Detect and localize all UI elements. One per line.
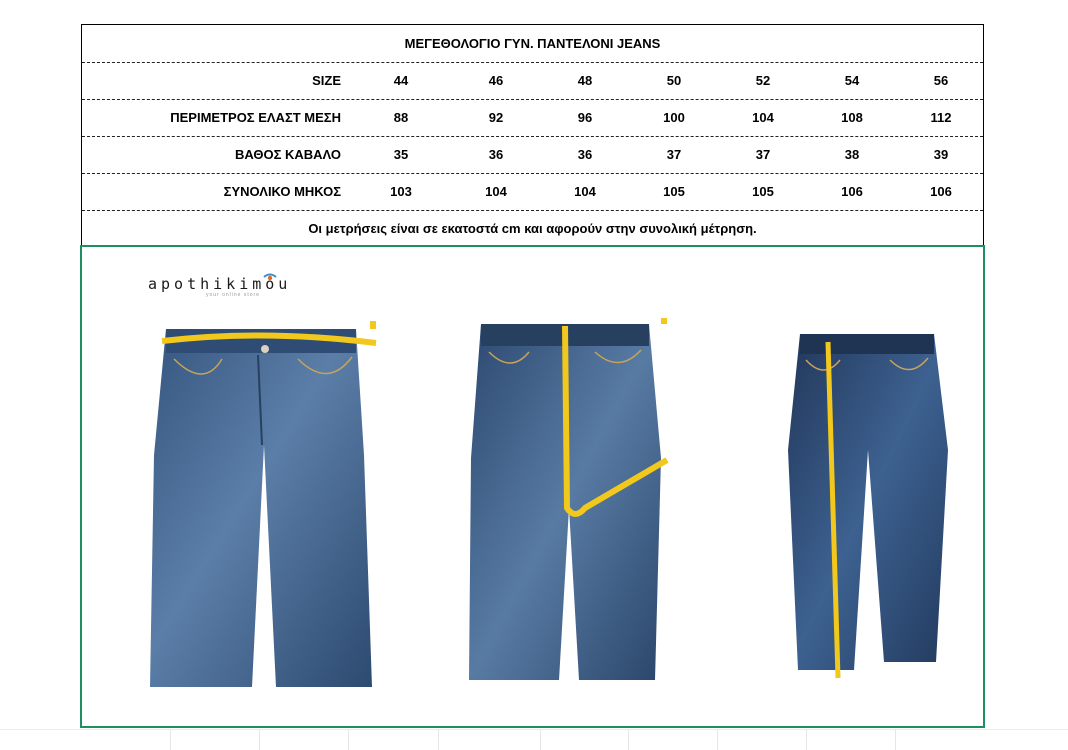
table-cell: 35 <box>393 147 409 162</box>
table-cell: 46 <box>488 73 504 88</box>
table-row <box>82 136 983 174</box>
tape-end <box>661 318 667 324</box>
table-cell: 56 <box>933 73 949 88</box>
table-note-row <box>82 210 983 247</box>
sheet-gridline <box>895 730 896 750</box>
table-cell: 37 <box>666 147 682 162</box>
jeans-button <box>261 345 269 353</box>
table-cell: 37 <box>755 147 771 162</box>
table-cell: 103 <box>390 184 412 199</box>
table-cell: 50 <box>666 73 682 88</box>
apothikimou-logo <box>146 272 406 298</box>
table-cell: 104 <box>485 184 507 199</box>
sheet-gridline <box>348 730 349 750</box>
table-row <box>82 173 983 211</box>
table-cell: 36 <box>488 147 504 162</box>
table-cell: 48 <box>577 73 593 88</box>
waist-measurement-photo <box>148 315 380 687</box>
row-label: ΒΑΘΟΣ ΚΑΒΑΛΟ <box>234 147 341 162</box>
jeans-body <box>150 329 372 687</box>
table-cell: 106 <box>841 184 863 199</box>
table-title-row <box>82 25 983 63</box>
jeans-waistband <box>800 334 934 354</box>
table-cell: 105 <box>752 184 774 199</box>
table-cell: 105 <box>663 184 685 199</box>
table-title: ΜΕΓΕΘΟΛΟΓΙΟ ΓΥΝ. ΠΑΝΤΕΛΟΝΙ JEANS <box>404 36 661 51</box>
table-cell: 92 <box>488 110 504 125</box>
table-row <box>82 99 983 137</box>
table-cell: 100 <box>663 110 685 125</box>
table-cell: 36 <box>577 147 593 162</box>
row-label: ΠΕΡΙΜΕΤΡΟΣ ΕΛΑΣΤ ΜΕΣΗ <box>170 110 341 125</box>
size-chart-table <box>81 24 984 246</box>
table-cell: 54 <box>844 73 860 88</box>
table-cell: 112 <box>930 110 952 125</box>
sheet-gridline <box>0 729 1068 730</box>
table-cell: 44 <box>393 73 409 88</box>
row-label: SIZE <box>312 73 341 88</box>
sheet-gridline <box>170 730 171 750</box>
length-measurement-photo <box>786 330 952 682</box>
table-cell: 39 <box>933 147 949 162</box>
table-row <box>82 62 983 100</box>
tape-end <box>370 321 376 329</box>
sheet-gridline <box>438 730 439 750</box>
table-cell: 96 <box>577 110 593 125</box>
measurement-note: Οι μετρήσεις είναι σε εκατοστά cm και αφορούν στην συνολική μέτρηση. <box>308 221 757 236</box>
logo-tagline: your online store <box>206 292 260 298</box>
table-cell: 108 <box>841 110 863 125</box>
table-cell: 106 <box>930 184 952 199</box>
sheet-gridline <box>717 730 718 750</box>
sheet-gridline <box>259 730 260 750</box>
rise-measurement-photo <box>467 318 675 680</box>
table-cell: 104 <box>752 110 774 125</box>
table-cell: 88 <box>393 110 409 125</box>
sheet-gridline <box>806 730 807 750</box>
table-cell: 104 <box>574 184 596 199</box>
table-cell: 38 <box>844 147 860 162</box>
jeans-body <box>788 334 948 670</box>
sheet-gridline <box>540 730 541 750</box>
logo-wordmark: apothikimou <box>148 275 292 293</box>
table-cell: 52 <box>755 73 771 88</box>
row-label: ΣΥΝΟΛΙΚΟ ΜΗΚΟΣ <box>223 184 341 199</box>
sheet-gridline <box>628 730 629 750</box>
